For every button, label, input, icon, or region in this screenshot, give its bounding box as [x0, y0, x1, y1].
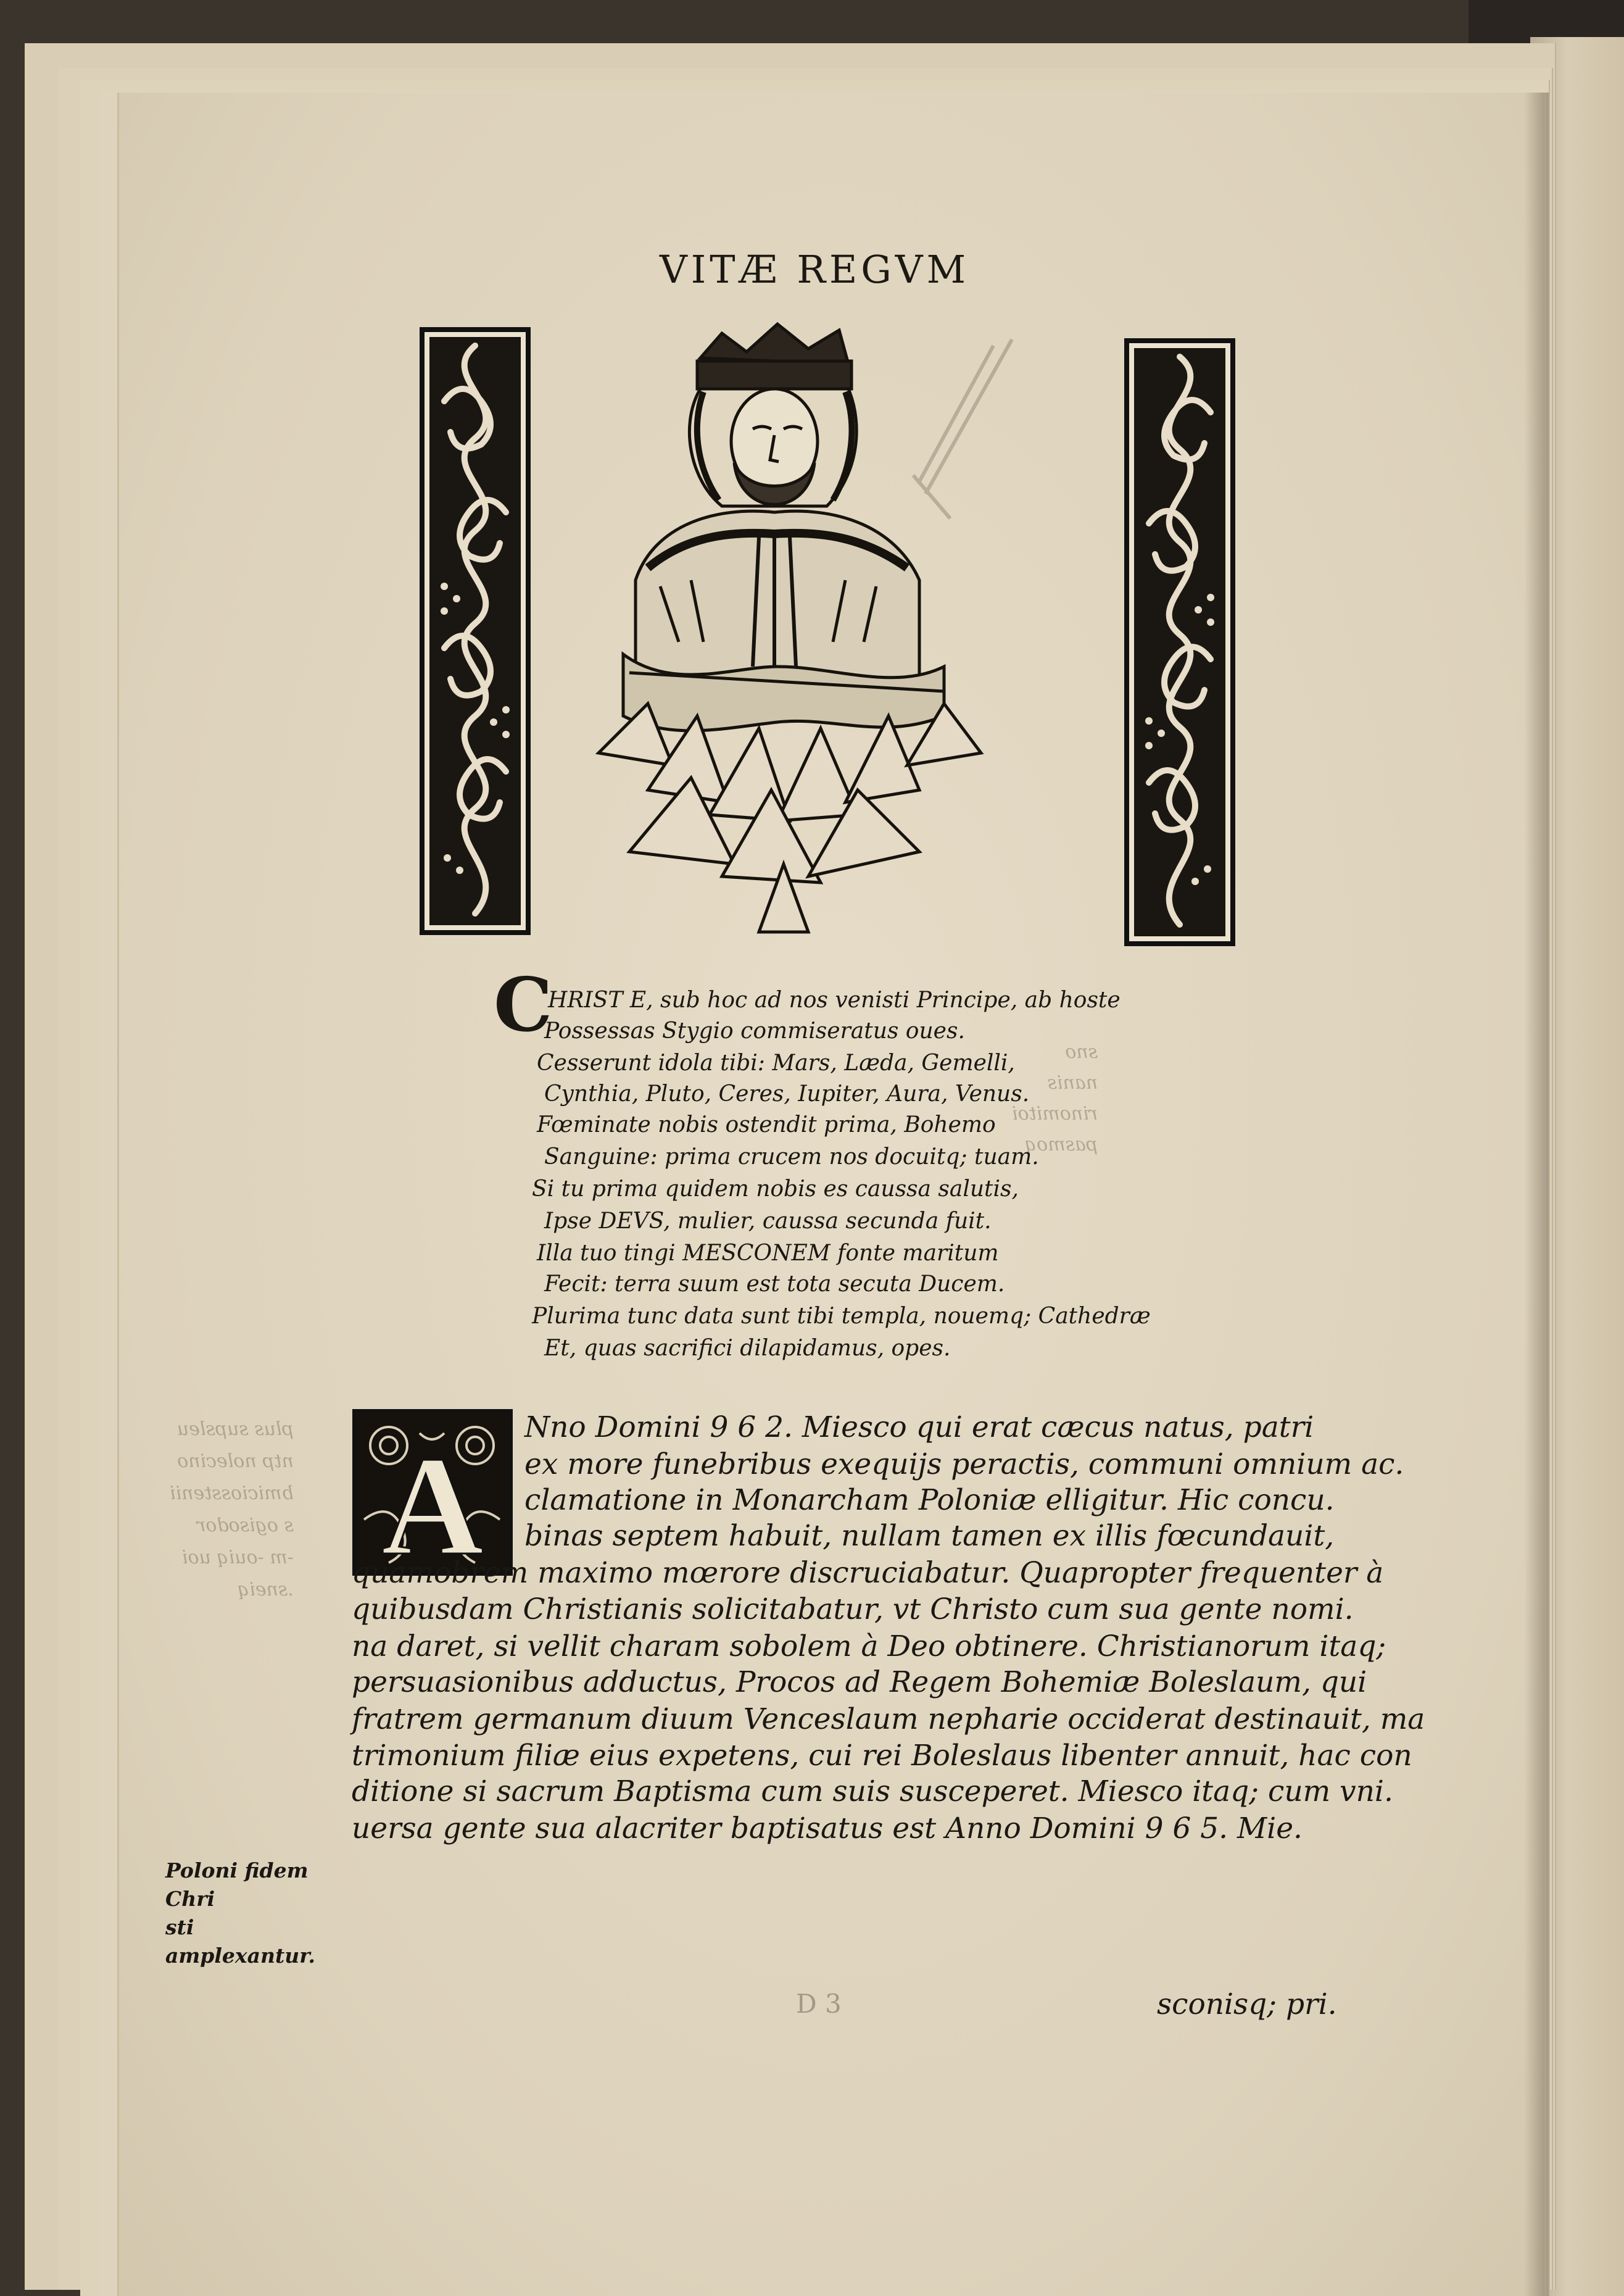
marginal-note: [165, 1857, 350, 1970]
prose-line: binas septem habuit, nullam tamen ex illis fœcundauit,: [524, 1519, 1335, 1553]
prose-line: quamobrem maximo mœrore discruciabatur. Quapropter frequenter à: [352, 1556, 1384, 1590]
ornamental-border-left: [420, 327, 531, 935]
show-through-text: sno nanis rinomitoi pasmoq: [1012, 1041, 1098, 1155]
prose-line: fratrem germanum diuum Venceslaum nepharie occiderat destinauit, ma: [352, 1702, 1425, 1736]
prose-line: quibusdam Christianis solicitabatur, vt Christo cum sua gente nomi.: [352, 1592, 1354, 1626]
poem-line: Plurima tunc data sunt tibi templa, nouemq; Cathedræ: [532, 1304, 1151, 1329]
poem-line: Sanguine: prima crucem nos docuitq; tuam.: [544, 1144, 1039, 1170]
decorated-initial-a: [352, 1408, 513, 1576]
poem-line: Fœminate nobis ostendit prima, Bohemo: [537, 1112, 996, 1138]
marginal-note-line: sti amplexantur.: [165, 1915, 316, 1968]
prose-line: uersa gente sua alacriter baptisatus est Anno Domini 9 6 5. Mie.: [352, 1811, 1303, 1845]
king-portrait-woodcut: [574, 321, 1006, 938]
prose-line: ditione si sacrum Baptisma cum suis susceperet. Miesco itaq; cum vni.: [352, 1774, 1393, 1808]
marginal-note-line: Poloni fidem Chri: [165, 1858, 309, 1911]
poem-line: Si tu prima quidem nobis es caussa salutis,: [532, 1176, 1019, 1202]
running-head: VITÆ REGVM: [659, 247, 970, 292]
poem-drop-capital: C: [494, 962, 553, 1049]
poem-line: HRIST E, sub hoc ad nos venisti Principe, ab hoste: [548, 988, 1121, 1013]
poem-line: Cynthia, Pluto, Ceres, Iupiter, Aura, Venus.: [544, 1081, 1030, 1107]
prose-line: na daret, si vellit charam sobolem à Deo obtinere. Christianorum itaq;: [352, 1629, 1386, 1663]
initial-letter: A: [381, 1427, 484, 1576]
show-through-text: plus supsleu ntp nolecino bmiciosstenii s ogisodor -m -ouiq uoi .sneiq: [170, 1418, 294, 1600]
poem-line: Cesserunt idola tibi: Mars, Læda, Gemelli,: [537, 1050, 1015, 1076]
poem-line: Illa tuo tingi MESCONEM fonte maritum: [537, 1241, 999, 1266]
poem-line: Et, quas sacrifici dilapidamus, opes.: [544, 1336, 951, 1361]
prose-line: persuasionibus adductus, Procos ad Regem Bohemiæ Boleslaum, qui: [352, 1665, 1367, 1699]
prose-line: trimonium filiæ eius expetens, cui rei Boleslaus libenter annuit, hac con: [352, 1739, 1412, 1773]
poem-line: Fecit: terra suum est tota secuta Ducem.: [544, 1271, 1005, 1297]
signature-mark: D 3: [796, 1989, 842, 2019]
prose-line: clamatione in Monarcham Poloniæ elligitur. Hic concu.: [524, 1483, 1335, 1517]
prose-line: Nno Domini 9 6 2. Miesco qui erat cæcus natus, patri: [524, 1410, 1314, 1444]
page-gutter-shadow: [1524, 93, 1549, 2296]
ornamental-border-right: [1124, 338, 1235, 946]
poem-line: Ipse DEVS, mulier, caussa secunda fuit.: [544, 1208, 992, 1234]
poem-line: Possessas Stygio commiseratus oues.: [544, 1018, 965, 1044]
prose-line: ex more funebribus exequijs peractis, communi omnium ac.: [524, 1447, 1404, 1481]
catchword: sconisq; pri.: [1157, 1987, 1337, 2021]
